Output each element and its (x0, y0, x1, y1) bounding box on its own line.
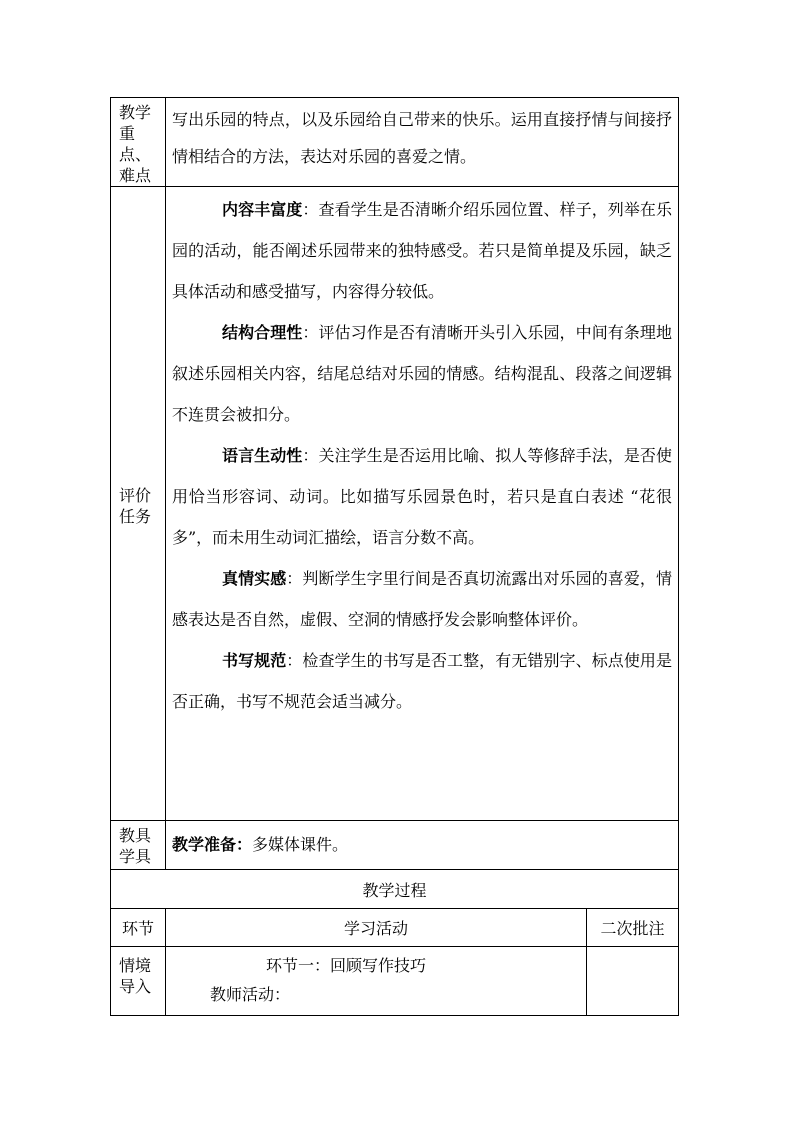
row-tools (111, 821, 679, 870)
eval-item-writing: 书写规范：检查学生的书写是否工整，有无错别字、标点使用是否正确，书写不规范会适当减分。 (172, 651, 672, 711)
eval-item-emotion: 真情实感：判断学生字里行间是否真切流露出对乐园的喜爱，情感表达是否自然，虚假、空洞的情感抒发会影响整体评价。 (172, 569, 672, 629)
eval-item-content: 内容丰富度：查看学生是否清晰介绍乐园位置、样子，列举在乐园的活动，能否阐述乐园带来的独特感受。若只是简单提及乐园，缺乏具体活动和感受描写，内容得分较低。 (172, 200, 673, 301)
label-eval: 评价 任务 (111, 187, 166, 821)
process-header: 教学过程 (111, 870, 679, 909)
eval-content (166, 187, 679, 821)
eval-item-language: 语言生动性：关注学生是否运用比喻、拟人等修辞手法，是否使用恰当形容词、动词。比如描写乐园景色时，若只是直白表述 “花很多”，而未用生动词汇描绘，语言分数不高。 (172, 446, 673, 547)
label-focus: 教学 重点、 难点 (111, 98, 166, 187)
label-intro: 情境 导入 (111, 947, 166, 1016)
intro-line2: 教师活动： (210, 985, 291, 1004)
eval-item-structure: 结构合理性：评估习作是否有清晰开头引入乐园，中间有条理地叙述乐园相关内容，结尾总结对乐园的情感。结构混乱、段落之间逻辑不连贯会被扣分。 (172, 323, 673, 424)
row-focus (111, 98, 679, 187)
lesson-plan-table (110, 97, 679, 1016)
intro-line1: 环节一：回顾写作技巧 (266, 956, 427, 975)
row-eval (111, 187, 679, 821)
intro-notes (587, 947, 679, 1016)
focus-content (166, 98, 679, 187)
col-stage: 环节 (111, 909, 166, 947)
intro-content (166, 947, 587, 1016)
col-activity: 学习活动 (166, 909, 587, 947)
col-notes: 二次批注 (587, 909, 679, 947)
row-process-header (111, 870, 679, 909)
focus-text: 写出乐园的特点，以及乐园给自己带来的快乐。运用直接抒情与间接抒情相结合的方法，表达对乐园的喜爱之情。 (172, 110, 673, 166)
tools-content (166, 821, 679, 870)
label-tools: 教具 学具 (111, 821, 166, 870)
tools-title: 教学准备： (172, 835, 253, 854)
row-columns (111, 909, 679, 947)
row-intro (111, 947, 679, 1016)
tools-text: 多媒体课件。 (252, 835, 349, 854)
